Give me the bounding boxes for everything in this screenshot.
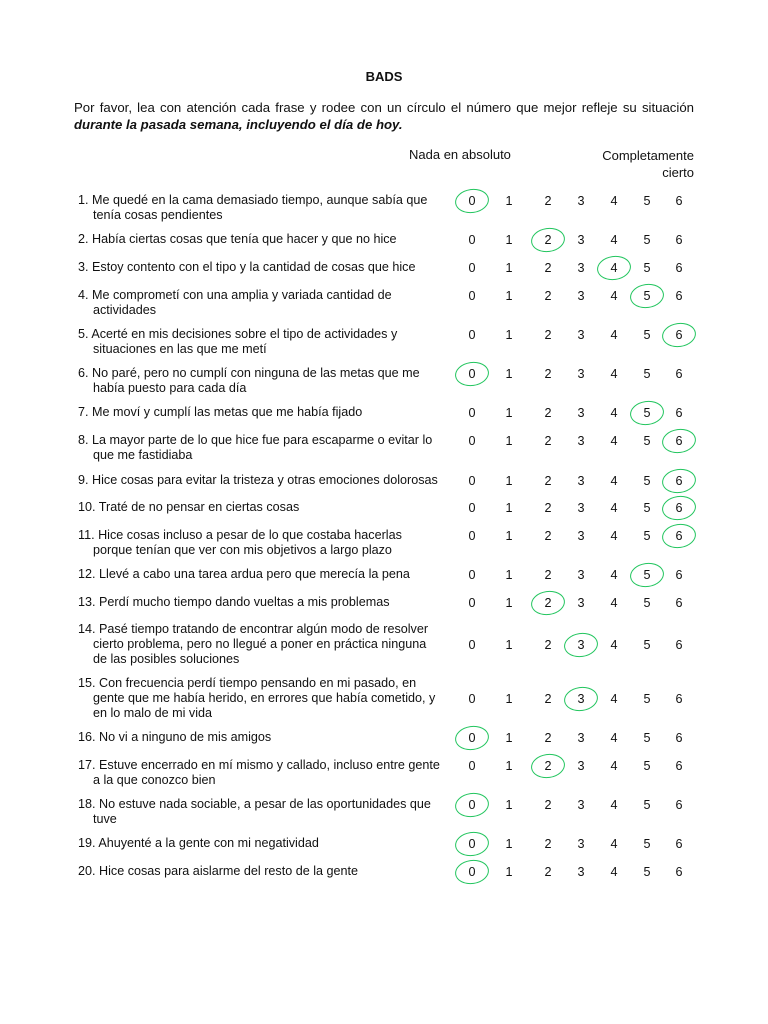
item-line1: Me quedé en la cama demasiado tiempo, aunque sabía que <box>92 193 428 207</box>
item-number: 9. <box>78 473 89 487</box>
score-option-0[interactable]: 0 <box>468 731 476 745</box>
score-option-0[interactable]: 0 <box>468 568 476 582</box>
item-line3: de las posibles soluciones <box>93 652 240 666</box>
form-title: BADS <box>365 69 403 84</box>
score-option-5[interactable]: 5 <box>643 261 651 275</box>
selected-circle <box>660 321 697 349</box>
instructions <box>74 99 694 133</box>
selected-circle <box>660 467 697 495</box>
score-option-5[interactable]: 5 <box>643 501 651 515</box>
instructions-text: Por favor, lea con atención cada frase y rodee con un círculo el número que mejor refleje su situación <box>74 100 694 115</box>
score-option-4[interactable]: 4 <box>610 798 618 812</box>
score-option-6[interactable]: 6 <box>675 194 683 208</box>
score-option-6[interactable]: 6 <box>675 367 683 381</box>
item-text <box>78 500 452 515</box>
selected-circle <box>628 561 665 589</box>
score-option-4[interactable]: 4 <box>610 596 618 610</box>
item-line1: No vi a ninguno de mis amigos <box>99 730 272 744</box>
item-text <box>78 864 452 879</box>
selected-circle <box>453 724 490 752</box>
item-line1: No estuve nada sociable, a pesar de las oportunidades que <box>99 797 431 811</box>
item-line2: que me fastidiaba <box>93 448 193 462</box>
score-option-1[interactable]: 1 <box>505 233 513 247</box>
score-option-2[interactable]: 2 <box>544 328 552 342</box>
selected-circle <box>453 791 490 819</box>
score-option-6[interactable]: 6 <box>675 692 683 706</box>
score-option-2[interactable]: 2 <box>544 474 552 488</box>
item-line1: Hice cosas para aislarme del resto de la gente <box>99 864 359 878</box>
item-number: 13. <box>78 595 96 609</box>
item-line1: Con frecuencia perdí tiempo pensando en mi pasado, en <box>99 676 417 690</box>
score-option-3[interactable]: 3 <box>577 474 585 488</box>
score-option-5[interactable]: 5 <box>643 568 651 582</box>
item-number: 20. <box>78 864 96 878</box>
item-number: 7. <box>78 405 89 419</box>
score-option-5[interactable]: 5 <box>643 367 651 381</box>
score-option-5[interactable]: 5 <box>643 865 651 879</box>
score-option-1[interactable]: 1 <box>505 434 513 448</box>
selected-circle <box>529 226 566 254</box>
score-option-5[interactable]: 5 <box>643 692 651 706</box>
score-option-3[interactable]: 3 <box>577 261 585 275</box>
score-option-4[interactable]: 4 <box>610 529 618 543</box>
item-line1: Me comprometí con una amplia y variada cantidad de <box>92 288 392 302</box>
item-number: 16. <box>78 730 96 744</box>
item-number: 1. <box>78 193 89 207</box>
score-option-0[interactable]: 0 <box>468 692 476 706</box>
score-option-3[interactable]: 3 <box>577 328 585 342</box>
score-option-2[interactable]: 2 <box>544 596 552 610</box>
score-option-3[interactable]: 3 <box>577 233 585 247</box>
item-line1: Pasé tiempo tratando de encontrar algún modo de resolver <box>99 622 429 636</box>
score-option-5[interactable]: 5 <box>643 798 651 812</box>
score-option-6[interactable]: 6 <box>675 731 683 745</box>
score-option-4[interactable]: 4 <box>610 474 618 488</box>
score-option-0[interactable]: 0 <box>468 474 476 488</box>
score-option-5[interactable]: 5 <box>643 529 651 543</box>
score-option-1[interactable]: 1 <box>505 501 513 515</box>
score-option-1[interactable]: 1 <box>505 367 513 381</box>
score-option-2[interactable]: 2 <box>544 731 552 745</box>
item-text <box>78 676 452 721</box>
score-option-5[interactable]: 5 <box>643 596 651 610</box>
score-option-4[interactable]: 4 <box>610 837 618 851</box>
score-option-2[interactable]: 2 <box>544 692 552 706</box>
score-option-1[interactable]: 1 <box>505 529 513 543</box>
score-option-0[interactable]: 0 <box>468 233 476 247</box>
score-option-2[interactable]: 2 <box>544 568 552 582</box>
item-number: 15. <box>78 676 96 690</box>
score-option-2[interactable]: 2 <box>544 529 552 543</box>
score-option-6[interactable]: 6 <box>675 434 683 448</box>
instructions-emphasis: durante la pasada semana, incluyendo el día de hoy. <box>74 117 403 132</box>
score-option-3[interactable]: 3 <box>577 568 585 582</box>
selected-circle <box>529 752 566 780</box>
score-option-1[interactable]: 1 <box>505 865 513 879</box>
item-number: 18. <box>78 797 96 811</box>
score-option-1[interactable]: 1 <box>505 328 513 342</box>
score-option-2[interactable]: 2 <box>544 501 552 515</box>
score-option-3[interactable]: 3 <box>577 692 585 706</box>
item-line2: había puesto para cada día <box>93 381 247 395</box>
score-option-0[interactable]: 0 <box>468 194 476 208</box>
score-option-1[interactable]: 1 <box>505 731 513 745</box>
scale-low-label: Nada en absoluto <box>409 147 511 162</box>
score-option-4[interactable]: 4 <box>610 434 618 448</box>
score-option-4[interactable]: 4 <box>610 367 618 381</box>
score-option-2[interactable]: 2 <box>544 233 552 247</box>
item-text <box>78 433 452 463</box>
score-option-1[interactable]: 1 <box>505 837 513 851</box>
score-option-3[interactable]: 3 <box>577 367 585 381</box>
score-option-6[interactable]: 6 <box>675 289 683 303</box>
score-option-3[interactable]: 3 <box>577 759 585 773</box>
score-option-4[interactable]: 4 <box>610 233 618 247</box>
item-number: 12. <box>78 567 96 581</box>
score-option-4[interactable]: 4 <box>610 194 618 208</box>
selected-circle <box>453 858 490 886</box>
item-text <box>78 405 452 420</box>
score-option-0[interactable]: 0 <box>468 434 476 448</box>
score-option-3[interactable]: 3 <box>577 638 585 652</box>
score-option-5[interactable]: 5 <box>643 194 651 208</box>
item-line1: Hice cosas incluso a pesar de lo que costaba hacerlas <box>98 528 402 542</box>
item-number: 6. <box>78 366 89 380</box>
item-line2: a la que conozco bien <box>93 773 216 787</box>
score-option-0[interactable]: 0 <box>468 367 476 381</box>
item-text <box>78 836 452 851</box>
selected-circle <box>529 589 566 617</box>
item-number: 2. <box>78 232 89 246</box>
score-option-0[interactable]: 0 <box>468 638 476 652</box>
score-option-0[interactable]: 0 <box>468 261 476 275</box>
score-option-4[interactable]: 4 <box>610 731 618 745</box>
score-option-2[interactable]: 2 <box>544 837 552 851</box>
score-option-3[interactable]: 3 <box>577 596 585 610</box>
score-option-5[interactable]: 5 <box>643 638 651 652</box>
item-text <box>78 528 452 558</box>
item-text <box>78 622 452 667</box>
score-option-5[interactable]: 5 <box>643 328 651 342</box>
score-option-0[interactable]: 0 <box>468 289 476 303</box>
score-option-2[interactable]: 2 <box>544 194 552 208</box>
item-line1: Estuve encerrado en mí mismo y callado, incluso entre gente <box>99 758 440 772</box>
score-option-3[interactable]: 3 <box>577 837 585 851</box>
score-option-6[interactable]: 6 <box>675 759 683 773</box>
score-option-6[interactable]: 6 <box>675 406 683 420</box>
score-option-2[interactable]: 2 <box>544 406 552 420</box>
item-text <box>78 260 452 275</box>
item-number: 14. <box>78 622 96 636</box>
score-option-6[interactable]: 6 <box>675 501 683 515</box>
scale-high-label-line2: cierto <box>662 165 694 180</box>
item-line1: Perdí mucho tiempo dando vueltas a mis problemas <box>99 595 390 609</box>
score-option-6[interactable]: 6 <box>675 798 683 812</box>
score-option-4[interactable]: 4 <box>610 692 618 706</box>
score-option-0[interactable]: 0 <box>468 798 476 812</box>
score-option-1[interactable]: 1 <box>505 194 513 208</box>
selected-circle <box>562 631 599 659</box>
scale-high-label-line1: Completamente <box>602 148 694 163</box>
score-option-3[interactable]: 3 <box>577 434 585 448</box>
item-text <box>78 288 452 318</box>
score-option-0[interactable]: 0 <box>468 406 476 420</box>
item-text <box>78 327 452 357</box>
score-option-3[interactable]: 3 <box>577 798 585 812</box>
score-option-0[interactable]: 0 <box>468 328 476 342</box>
score-option-5[interactable]: 5 <box>643 731 651 745</box>
item-number: 11. <box>78 528 95 542</box>
item-line1: Me moví y cumplí las metas que me había fijado <box>92 405 363 419</box>
selected-circle <box>660 522 697 550</box>
item-text <box>78 595 452 610</box>
score-option-1[interactable]: 1 <box>505 638 513 652</box>
score-option-0[interactable]: 0 <box>468 596 476 610</box>
score-option-5[interactable]: 5 <box>643 837 651 851</box>
score-option-1[interactable]: 1 <box>505 568 513 582</box>
score-option-2[interactable]: 2 <box>544 798 552 812</box>
score-option-6[interactable]: 6 <box>675 474 683 488</box>
score-option-3[interactable]: 3 <box>577 501 585 515</box>
score-option-0[interactable]: 0 <box>468 529 476 543</box>
item-line2: tenía cosas pendientes <box>93 208 223 222</box>
score-option-4[interactable]: 4 <box>610 289 618 303</box>
item-number: 5. <box>78 327 89 341</box>
score-option-5[interactable]: 5 <box>643 434 651 448</box>
score-option-0[interactable]: 0 <box>468 837 476 851</box>
score-option-1[interactable]: 1 <box>505 406 513 420</box>
score-option-4[interactable]: 4 <box>610 501 618 515</box>
item-text <box>78 730 452 745</box>
item-line3: en lo malo de mi vida <box>93 706 213 720</box>
score-option-1[interactable]: 1 <box>505 289 513 303</box>
score-option-6[interactable]: 6 <box>675 529 683 543</box>
selected-circle <box>628 282 665 310</box>
score-option-0[interactable]: 0 <box>468 865 476 879</box>
item-text <box>78 567 452 582</box>
item-number: 19. <box>78 836 96 850</box>
selected-circle <box>453 830 490 858</box>
score-option-1[interactable]: 1 <box>505 798 513 812</box>
score-option-3[interactable]: 3 <box>577 529 585 543</box>
item-line1: No paré, pero no cumplí con ninguna de las metas que me <box>92 366 420 380</box>
score-option-2[interactable]: 2 <box>544 638 552 652</box>
selected-circle <box>562 685 599 713</box>
score-option-2[interactable]: 2 <box>544 289 552 303</box>
score-option-6[interactable]: 6 <box>675 328 683 342</box>
item-text <box>78 366 452 396</box>
score-option-2[interactable]: 2 <box>544 759 552 773</box>
score-option-5[interactable]: 5 <box>643 406 651 420</box>
score-option-4[interactable]: 4 <box>610 261 618 275</box>
score-option-3[interactable]: 3 <box>577 406 585 420</box>
score-option-4[interactable]: 4 <box>610 865 618 879</box>
item-line2: porque tenían que ver con mis objetivos a largo plazo <box>93 543 392 557</box>
selected-circle <box>453 360 490 388</box>
item-line2: cierto problema, pero no llegué a poner en práctica ninguna <box>93 637 427 651</box>
score-option-6[interactable]: 6 <box>675 233 683 247</box>
item-text <box>78 758 452 788</box>
score-option-5[interactable]: 5 <box>643 759 651 773</box>
item-line1: Traté de no pensar en ciertas cosas <box>98 500 300 514</box>
item-text <box>78 473 452 488</box>
selected-circle <box>628 399 665 427</box>
score-option-6[interactable]: 6 <box>675 837 683 851</box>
scale-high-label <box>580 147 694 181</box>
item-number: 4. <box>78 288 89 302</box>
score-option-4[interactable]: 4 <box>610 568 618 582</box>
item-line1: Estoy contento con el tipo y la cantidad de cosas que hice <box>92 260 416 274</box>
item-number: 3. <box>78 260 89 274</box>
score-option-4[interactable]: 4 <box>610 328 618 342</box>
score-option-3[interactable]: 3 <box>577 194 585 208</box>
score-option-5[interactable]: 5 <box>643 233 651 247</box>
score-option-2[interactable]: 2 <box>544 865 552 879</box>
item-line2: actividades <box>93 303 157 317</box>
item-text <box>78 193 452 223</box>
score-option-6[interactable]: 6 <box>675 865 683 879</box>
score-option-6[interactable]: 6 <box>675 638 683 652</box>
selected-circle <box>660 427 697 455</box>
item-line1: Acerté en mis decisiones sobre el tipo de actividades y <box>91 327 398 341</box>
score-option-1[interactable]: 1 <box>505 596 513 610</box>
item-text <box>78 232 452 247</box>
score-option-4[interactable]: 4 <box>610 406 618 420</box>
item-number: 17. <box>78 758 96 772</box>
score-option-1[interactable]: 1 <box>505 261 513 275</box>
score-option-0[interactable]: 0 <box>468 501 476 515</box>
item-line1: La mayor parte de lo que hice fue para escaparme o evitar lo <box>92 433 433 447</box>
item-line2: situaciones en las que me metí <box>93 342 267 356</box>
score-option-6[interactable]: 6 <box>675 261 683 275</box>
selected-circle <box>595 254 632 282</box>
score-option-3[interactable]: 3 <box>577 731 585 745</box>
score-option-5[interactable]: 5 <box>643 289 651 303</box>
item-line1: Hice cosas para evitar la tristeza y otras emociones dolorosas <box>92 473 438 487</box>
item-line1: Llevé a cabo una tarea ardua pero que merecía la pena <box>99 567 410 581</box>
score-option-1[interactable]: 1 <box>505 474 513 488</box>
score-option-1[interactable]: 1 <box>505 692 513 706</box>
score-option-2[interactable]: 2 <box>544 261 552 275</box>
score-option-3[interactable]: 3 <box>577 865 585 879</box>
item-text <box>78 797 452 827</box>
item-number: 10. <box>78 500 96 514</box>
score-option-1[interactable]: 1 <box>505 759 513 773</box>
selected-circle <box>660 494 697 522</box>
score-option-3[interactable]: 3 <box>577 289 585 303</box>
score-option-2[interactable]: 2 <box>544 367 552 381</box>
item-line2: tuve <box>93 812 117 826</box>
score-option-0[interactable]: 0 <box>468 759 476 773</box>
item-line1: Había ciertas cosas que tenía que hacer y que no hice <box>92 232 397 246</box>
item-line1: Ahuyenté a la gente con mi negatividad <box>98 836 319 850</box>
score-option-4[interactable]: 4 <box>610 759 618 773</box>
item-line2: gente que me había herido, en errores que había cometido, y <box>93 691 436 705</box>
score-option-4[interactable]: 4 <box>610 638 618 652</box>
selected-circle <box>453 187 490 215</box>
score-option-2[interactable]: 2 <box>544 434 552 448</box>
score-option-6[interactable]: 6 <box>675 568 683 582</box>
item-number: 8. <box>78 433 89 447</box>
score-option-6[interactable]: 6 <box>675 596 683 610</box>
score-option-5[interactable]: 5 <box>643 474 651 488</box>
